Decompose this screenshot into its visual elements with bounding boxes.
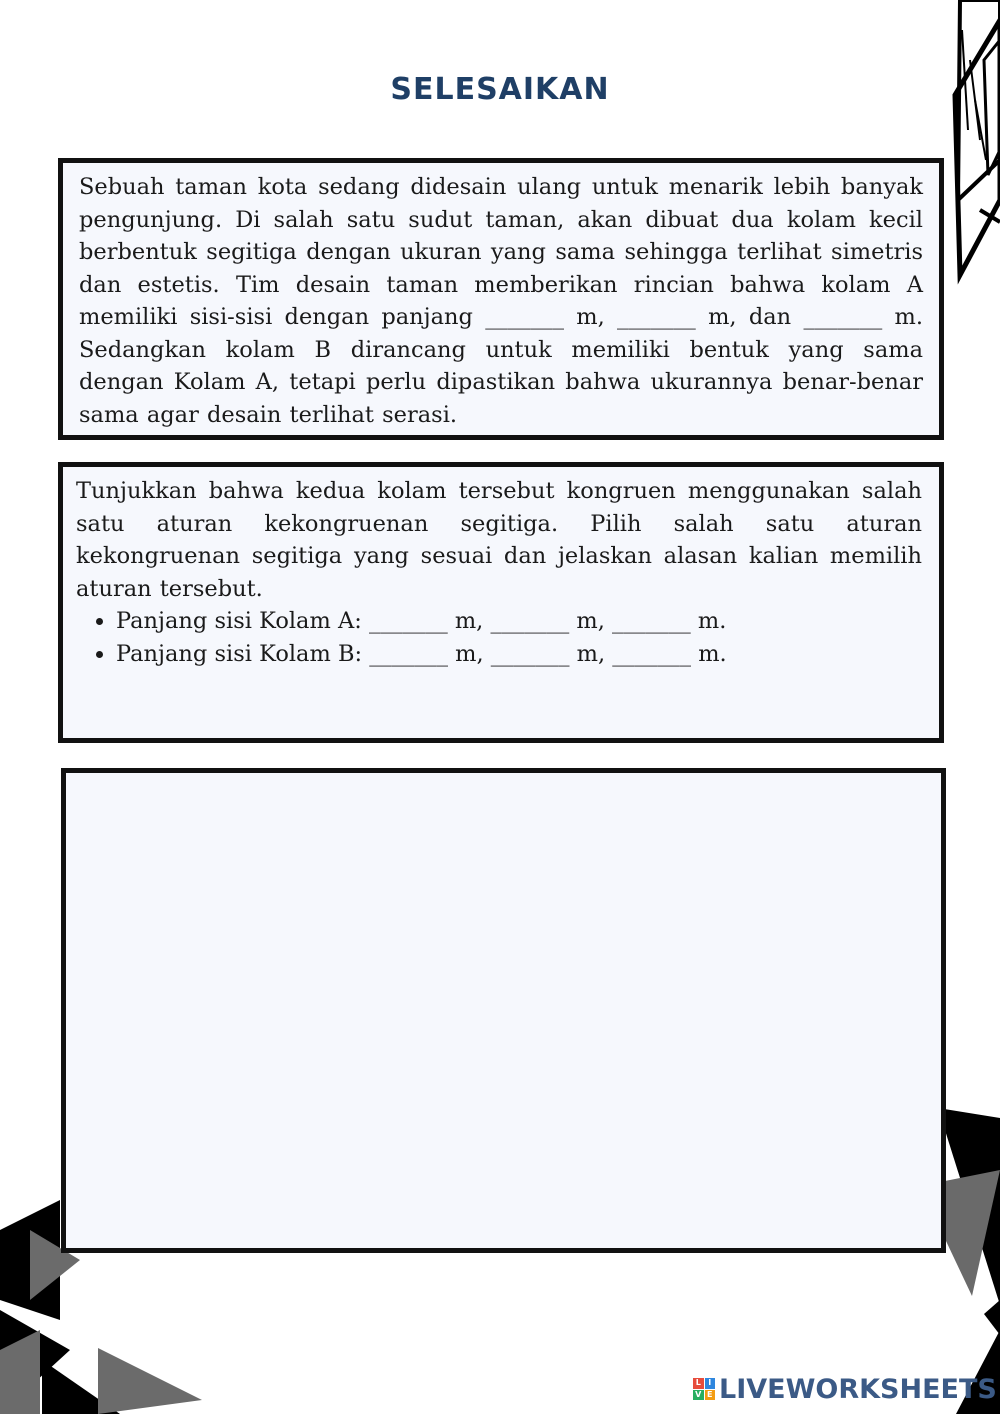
answer-box[interactable] — [61, 768, 946, 1253]
liveworksheets-logo-icon: L I V E — [693, 1378, 715, 1400]
liveworksheets-logo-text: LIVEWORKSHEETS — [719, 1373, 997, 1405]
list-item-kolam-b: • Panjang sisi Kolam B: _______ m, _______ m, _______ m. — [116, 638, 922, 671]
task-box — [58, 462, 944, 743]
top-right-sketch-decoration — [940, 0, 1000, 290]
story-box — [58, 158, 944, 440]
story-text: Sebuah taman kota sedang didesain ulang untuk menarik lebih banyak pengunjung. Di salah satu sudut taman, akan dibuat dua kolam kecil berbentuk segitiga dengan ukuran yang sama sehingga terlihat simetris dan estetis. Tim desain taman memberikan rincian bahwa kolam A memiliki sisi-sisi dengan panjang _______ m, _______ m, dan _______ m. Sedangkan kolam B dirancang untuk memiliki bentuk yang sama dengan Kolam A, tetapi perlu dipastikan bahwa ukurannya benar-benar sama agar desain terlihat serasi. — [79, 174, 923, 428]
liveworksheets-logo — [693, 1374, 997, 1404]
page-title: SELESAIKAN — [390, 72, 610, 107]
list-item-kolam-a: • Panjang sisi Kolam A: _______ m, _______ m, _______ m. — [116, 605, 922, 638]
side-length-list — [76, 605, 922, 671]
task-instruction: Tunjukkan bahwa kedua kolam tersebut kongruen menggunakan salah satu aturan kekongruenan segitiga. Pilih salah satu aturan kekongruenan segitiga yang sesuai dan jelaskan alasan kalian memilih aturan tersebut. — [76, 478, 922, 602]
